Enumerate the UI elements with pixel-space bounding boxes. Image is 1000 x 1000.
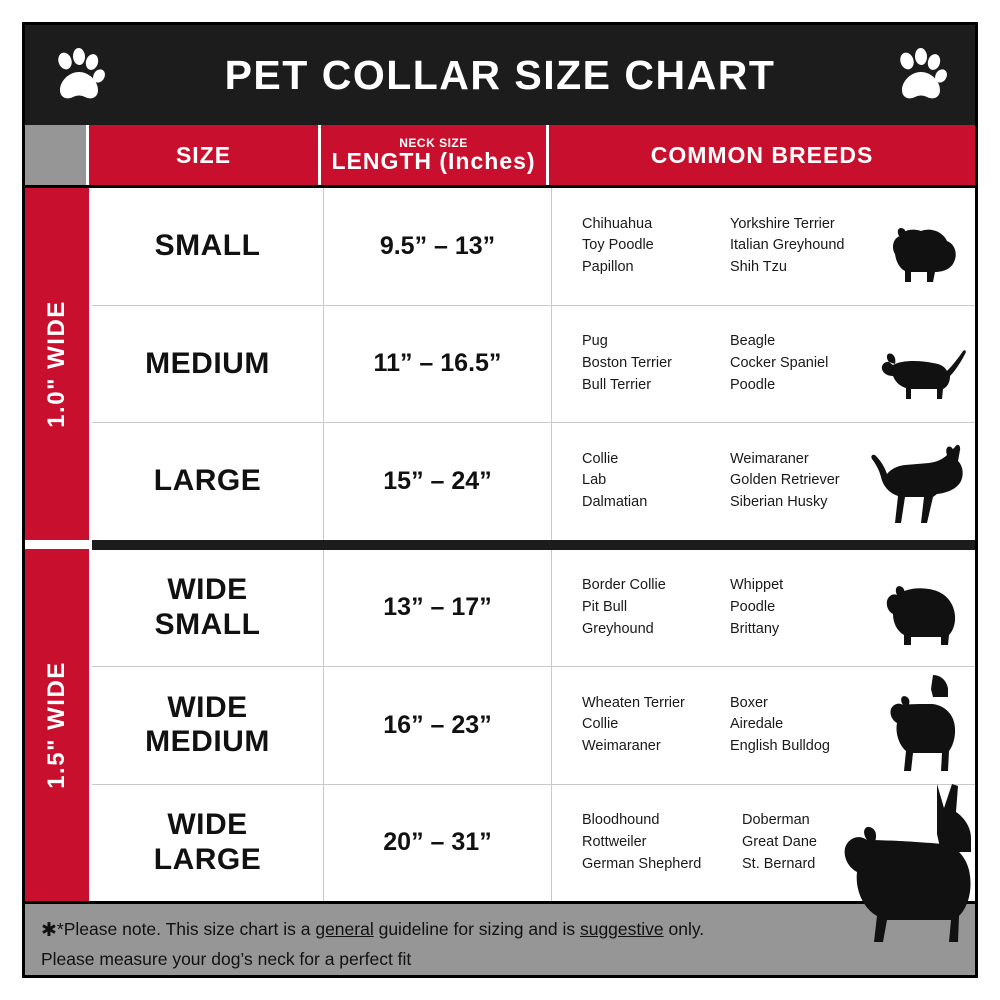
row-size-label: WIDE: [167, 808, 248, 842]
breed-item: Dalmatian: [582, 494, 648, 511]
breed-item: Lab: [582, 472, 607, 489]
breed-column-1: [582, 575, 730, 640]
row-size-label: LARGE: [153, 464, 262, 497]
row-breeds-cell: [552, 550, 975, 667]
row-length-cell: [324, 667, 552, 784]
table-row: [92, 306, 975, 424]
bulldog-silhouette: [875, 579, 961, 656]
row-length-label: 11” – 16.5”: [373, 349, 502, 378]
breed-item: Papillon: [582, 259, 634, 276]
group-label-gap: [25, 540, 89, 550]
row-size-label-2: MEDIUM: [145, 725, 270, 759]
row-size-cell: [92, 667, 324, 784]
group-label-1-5-wide: [25, 549, 89, 901]
row-breeds-cell: [552, 423, 975, 540]
row-size-label: WIDE: [167, 573, 248, 607]
row-size-label: SMALL: [154, 229, 261, 262]
footer-line-1: [41, 916, 959, 946]
row-length-label: 15” – 24”: [383, 466, 492, 495]
table-row: [92, 550, 975, 668]
breed-item: Collie: [582, 716, 619, 733]
row-length-cell: [324, 188, 552, 305]
row-length-label: 9.5” – 13”: [379, 231, 496, 260]
group-label-1-0-wide: [25, 188, 89, 540]
breed-item: Boxer: [730, 694, 768, 711]
footer-asterisk: ✱: [41, 920, 57, 941]
breed-column-2: [730, 214, 878, 279]
table-row: [92, 667, 975, 785]
corner-cell: [25, 125, 89, 185]
breed-item: Wheaten Terrier: [582, 694, 685, 711]
breed-item: Airedale: [730, 716, 784, 733]
breed-column-1: [582, 331, 730, 396]
breed-item: Shih Tzu: [730, 259, 787, 276]
table-row: [92, 785, 975, 902]
page-title: PET COLLAR SIZE CHART: [224, 51, 776, 98]
breed-item: Cocker Spaniel: [730, 354, 829, 371]
breed-item: Weimaraner: [582, 738, 661, 755]
breed-item: Brittany: [730, 620, 780, 637]
pomeranian-silhouette: [881, 224, 961, 291]
row-length-cell: [324, 785, 552, 902]
row-size-cell: [92, 550, 324, 667]
breed-column-2: [730, 331, 878, 396]
breed-item: Great Dane: [742, 833, 817, 850]
table-row: [92, 188, 975, 306]
table-row: [92, 423, 975, 540]
breed-item: Poodle: [730, 376, 776, 393]
column-header-length: [321, 125, 549, 185]
row-length-label: 13” – 17”: [383, 593, 492, 622]
breed-column-2: [742, 810, 890, 875]
breed-item: Whippet: [730, 577, 784, 594]
row-size-label-2: SMALL: [154, 607, 261, 641]
paw-icon: [895, 48, 947, 102]
row-size-label: WIDE: [167, 690, 248, 724]
row-size-cell: [92, 785, 324, 902]
breed-column-1: [582, 693, 730, 758]
row-length-cell: [324, 423, 552, 540]
row-breeds-cell: [552, 188, 975, 305]
breed-item: Poodle: [730, 598, 776, 615]
breed-item: Toy Poodle: [582, 237, 654, 254]
row-length-label: 20” – 31”: [383, 828, 492, 857]
breed-item: Beagle: [730, 333, 776, 350]
footer-text-c: only.: [663, 919, 705, 939]
width-group-labels: [25, 188, 89, 901]
breed-item: Pit Bull: [582, 598, 628, 615]
breed-item: Chihuahua: [582, 215, 653, 232]
breed-item: Golden Retriever: [730, 472, 840, 489]
breed-item: Border Collie: [582, 577, 666, 594]
row-breeds-cell: [552, 306, 975, 423]
breed-column-1: [582, 214, 730, 279]
row-length-cell: [324, 550, 552, 667]
breed-item: Bull Terrier: [582, 376, 652, 393]
column-header-breeds: [549, 125, 975, 185]
row-size-cell: [92, 188, 324, 305]
chart-header: [25, 25, 975, 125]
table-body: [25, 185, 975, 901]
column-header-size-label: SIZE: [175, 141, 232, 168]
breed-column-2: [730, 693, 890, 758]
breed-item: Boston Terrier: [582, 354, 672, 371]
paw-icon: [53, 48, 105, 102]
column-header-length-label: LENGTH (Inches): [331, 148, 536, 175]
row-length-label: 16” – 23”: [383, 710, 492, 739]
breed-column-2: [730, 449, 890, 514]
breed-item: Rottweiler: [582, 833, 647, 850]
breed-item: Siberian Husky: [730, 494, 828, 511]
breed-item: English Bulldog: [730, 738, 830, 755]
breed-column-1: [582, 810, 742, 875]
footer-line-2: Please measure your dog’s neck for a perfect fit: [41, 948, 412, 969]
footer-underline-suggestive: suggestive: [579, 919, 664, 939]
footer-text-b: guideline for sizing and is: [373, 919, 580, 939]
row-breeds-cell: [552, 667, 975, 784]
breed-item: St. Bernard: [742, 855, 816, 872]
row-size-label: MEDIUM: [145, 346, 270, 380]
dachshund-silhouette: [871, 343, 967, 408]
breed-item: Italian Greyhound: [730, 237, 845, 254]
footer-underline-general: general: [315, 919, 374, 939]
group-label-text: 1.0" WIDE: [43, 299, 71, 428]
row-size-cell: [92, 423, 324, 540]
group-label-text: 1.5" WIDE: [43, 661, 71, 790]
breed-item: Greyhound: [582, 620, 654, 637]
breed-item: Weimaraner: [730, 450, 809, 467]
breed-item: German Shepherd: [582, 855, 702, 872]
column-header-neck-size-label: NECK SIZE: [399, 136, 468, 151]
rows-container: [89, 188, 975, 901]
footer-note: [25, 901, 975, 978]
column-header-row: [25, 125, 975, 185]
breed-item: Bloodhound: [582, 812, 660, 829]
breed-item: Yorkshire Terrier: [730, 215, 835, 232]
row-breeds-cell: [552, 785, 975, 902]
breed-item: Pug: [582, 333, 608, 350]
footer-text-a: *Please note. This size chart is a: [56, 919, 316, 939]
breed-item: Collie: [582, 450, 619, 467]
column-header-size: [89, 125, 321, 185]
row-size-cell: [92, 306, 324, 423]
breed-column-2: [730, 575, 878, 640]
breed-column-1: [582, 449, 730, 514]
row-size-label-2: LARGE: [153, 842, 262, 876]
breed-item: Doberman: [742, 812, 810, 829]
row-length-cell: [324, 306, 552, 423]
column-header-breeds-label: COMMON BREEDS: [650, 141, 874, 168]
group-divider: [92, 540, 975, 550]
chart-frame: [22, 22, 978, 978]
